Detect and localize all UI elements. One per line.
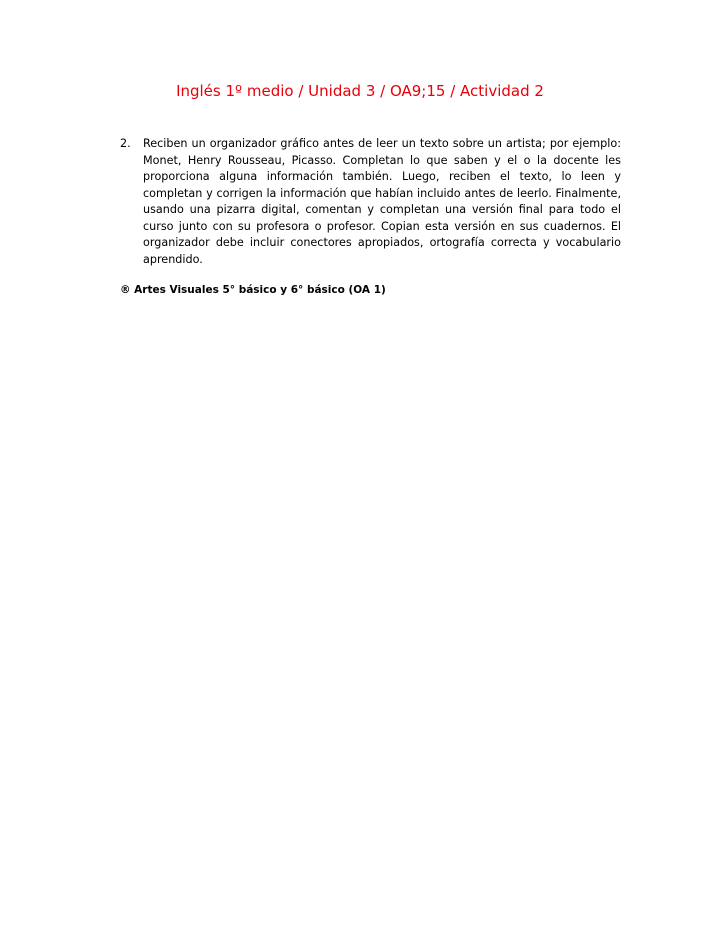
cross-reference-note: ® Artes Visuales 5° básico y 6° básico (OA 1) — [120, 284, 386, 296]
activity-description: Reciben un organizador gráfico antes de leer un texto sobre un artista; por ejemplo: Monet, Henry Rousseau, Picasso. Completan lo que saben y el o la docente les proporciona alguna información también. Luego, reciben el texto, lo leen y completan y corrigen la información que habían incluido antes de leerlo. Finalmente, usando una pizarra digital, comentan y completan una versión final para todo el curso junto con su profesora o profesor. Copian esta versión en sus cuadernos. El organizador debe incluir conectores apropiados, ortografía correcta y vocabulario aprendido. — [143, 137, 621, 266]
page-title: Inglés 1º medio / Unidad 3 / OA9;15 / Actividad 2 — [176, 82, 544, 100]
activity-number: 2. — [120, 137, 131, 150]
